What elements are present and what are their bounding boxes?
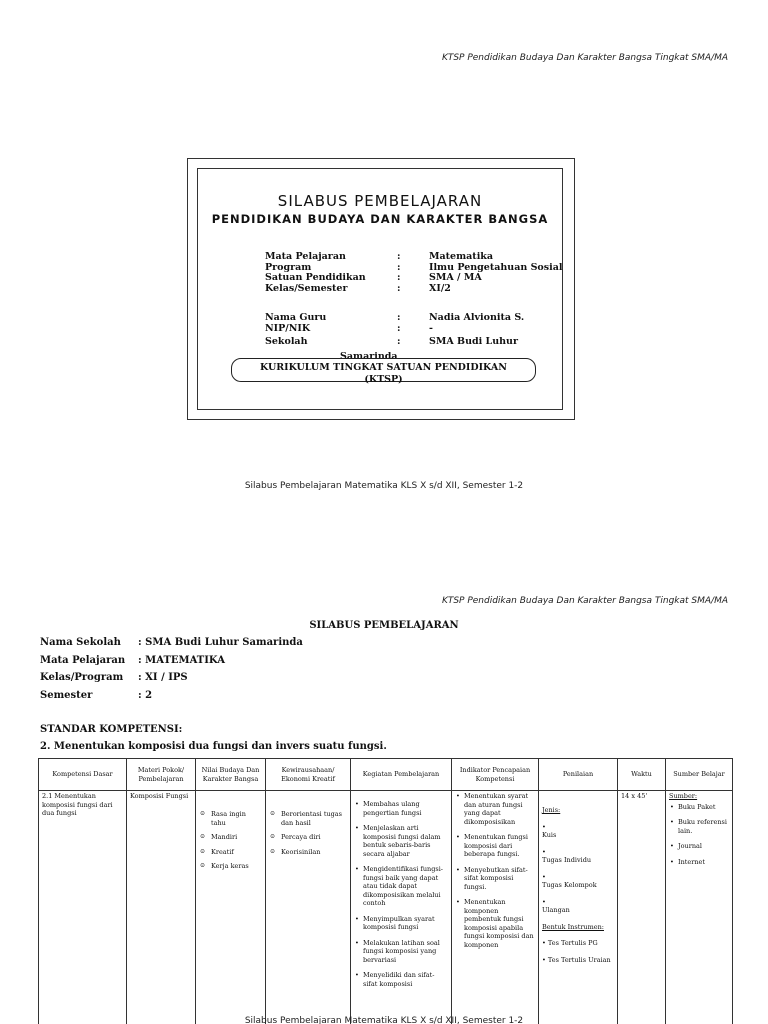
cover-title: SILABUS PEMBELAJARAN [277,192,483,210]
list-item: • Buku referensi lain. [669,818,729,835]
info-value: Matematika [429,251,494,262]
cell-kegiatan [351,791,452,1024]
table-header-row [39,759,733,791]
list-item: • Tes Tertulis PG [542,939,598,947]
curriculum-line-2: (KTSP) [364,374,403,385]
penilaian-jenis-label: Jenis: [542,806,561,814]
list-item: • Ulangan [542,897,570,914]
list-item: • Menyelidiki dan sifat-sifat komposisi [354,971,448,988]
info-value: SMA Budi Luhur [429,336,518,347]
column-header: Waktu [618,759,666,791]
meta-value: : MATEMATIKA [138,654,225,666]
list-item: ⊙ Keorisinilan [269,848,347,857]
cell-nilai [196,791,266,1024]
standard-competency-heading: STANDAR KOMPETENSI: [40,724,183,735]
list-item: • Tugas Individu [542,847,592,864]
table-row [39,791,733,1024]
column-header: Kegiatan Pembelajaran [351,759,452,791]
info-label: NIP/NIK [265,323,311,334]
cell-materi: Komposisi Fungsi [127,791,196,1024]
list-item: • Menentukan syarat dan aturan fungsi yang dapat dikomposisikan [455,792,535,826]
info-colon: : [397,272,401,283]
list-item: • Menyimpulkan syarat komposisi fungsi [354,915,448,932]
sumber-label: Sumber: [669,792,698,800]
info-value: Ilmu Pengetahuan Sosial [429,261,563,273]
cell-sumber [666,791,733,1024]
list-item: • Buku Paket [669,803,729,812]
list-item: • Tugas Kelompok [542,872,597,889]
info-label: Satuan Pendidikan [265,272,366,283]
syllabus-title: SILABUS PEMBELAJARAN [309,620,459,631]
info-label: Sekolah [265,336,308,347]
meta-value: : XI / IPS [138,672,188,683]
cover-city: Samarinda [340,351,398,362]
info-colon: : [397,312,401,323]
list-item: • Menyebutkan sifat-sifat komposisi fungsi. [455,866,535,892]
list-item: • Mengidentifikasi fungsi-fungsi baik yang dapat atau tidak dapat dikomposisikan melalui contoh [354,865,448,908]
list-item: • Menjelaskan arti komposisi fungsi dalam bentuk sebaris-baris secara aljabar [354,824,448,858]
info-colon: : [397,282,401,294]
cell-kewirausahaan [266,791,351,1024]
info-value: Nadia Alvionita S. [429,312,525,323]
list-item: • Kuis [542,822,557,839]
cell-kompetensi-dasar: 2.1 Menentukan komposisi fungsi dari dua fungsi [39,791,127,1024]
meta-key: Nama Sekolah [40,637,121,648]
column-header: Kewirausahaan/ Ekonomi Kreatif [266,759,351,791]
list-item: ⊙ Rasa ingin tahu [199,810,262,827]
column-header: Penilaian [539,759,618,791]
info-colon: : [397,323,401,334]
list-item: ⊙ Percaya diri [269,833,347,842]
page-header: KTSP Pendidikan Budaya Dan Karakter Bangsa Tingkat SMA/MA [441,53,728,63]
page-caption: Silabus Pembelajaran Matematika KLS X s/d XII, Semester 1-2 [244,1016,524,1024]
info-label: Kelas/Semester [265,282,348,294]
info-colon: : [397,251,401,262]
info-value: XI/2 [429,282,451,294]
info-label: Program [265,261,312,273]
penilaian-bentuk-label: Bentuk Instrumen: [542,922,604,931]
info-colon: : [397,336,401,347]
standard-competency-text: 2. Menentukan komposisi dua fungsi dan invers suatu fungsi. [40,741,387,752]
column-header: Indikator Pencapaian Kompetensi [452,759,539,791]
list-item: ⊙ Kreatif [199,848,262,857]
column-header: Kompetensi Dasar [39,759,127,791]
cell-indikator [452,791,539,1024]
meta-key: Kelas/Program [40,672,124,683]
list-item: ⊙ Berorientasi tugas dan hasil [269,810,347,827]
info-value: - [429,323,433,334]
list-item: • Melakukan latihan soal fungsi komposisi yang bervariasi [354,939,448,965]
list-item: • Tes Tertulis Uraian [542,955,611,964]
meta-key: Semester [40,689,93,701]
curriculum-line-1: KURIKULUM TINGKAT SATUAN PENDIDIKAN [260,362,507,373]
curriculum-text [231,362,536,386]
page-caption: Silabus Pembelajaran Matematika KLS X s/d XII, Semester 1-2 [244,481,524,491]
list-item: • Internet [669,858,729,867]
list-item: • Menentukan komponen pembentuk fungsi komposisi apabila fungsi komposisi dan komponen [455,898,535,949]
column-header: Materi Pokok/ Pembelajaran [127,759,196,791]
meta-key: Mata Pelajaran [40,654,126,666]
list-item: ⊙ Kerja keras [199,862,262,871]
column-header: Nilai Budaya Dan Karakter Bangsa [196,759,266,791]
column-header: Sumber Belajar [666,759,733,791]
meta-value: : 2 [138,689,153,701]
list-item: • Membahas ulang pengertian fungsi [354,800,448,817]
list-item: • Menentukan fungsi komposisi dari beberapa fungsi. [455,833,535,859]
info-colon: : [397,261,401,273]
syllabus-table [38,758,733,1024]
list-item: ⊙ Mandiri [199,833,262,842]
info-label: Mata Pelajaran [265,251,346,262]
cell-waktu: 14 x 45' [618,791,666,1024]
list-item: • Journal [669,842,729,851]
info-label: Nama Guru [265,312,327,323]
meta-value: : SMA Budi Luhur Samarinda [138,637,303,648]
info-value: SMA / MA [429,272,482,283]
cell-penilaian [539,791,618,1024]
page-header: KTSP Pendidikan Budaya Dan Karakter Bangsa Tingkat SMA/MA [441,596,728,606]
cover-subtitle: PENDIDIKAN BUDAYA DAN KARAKTER BANGSA [211,212,549,226]
